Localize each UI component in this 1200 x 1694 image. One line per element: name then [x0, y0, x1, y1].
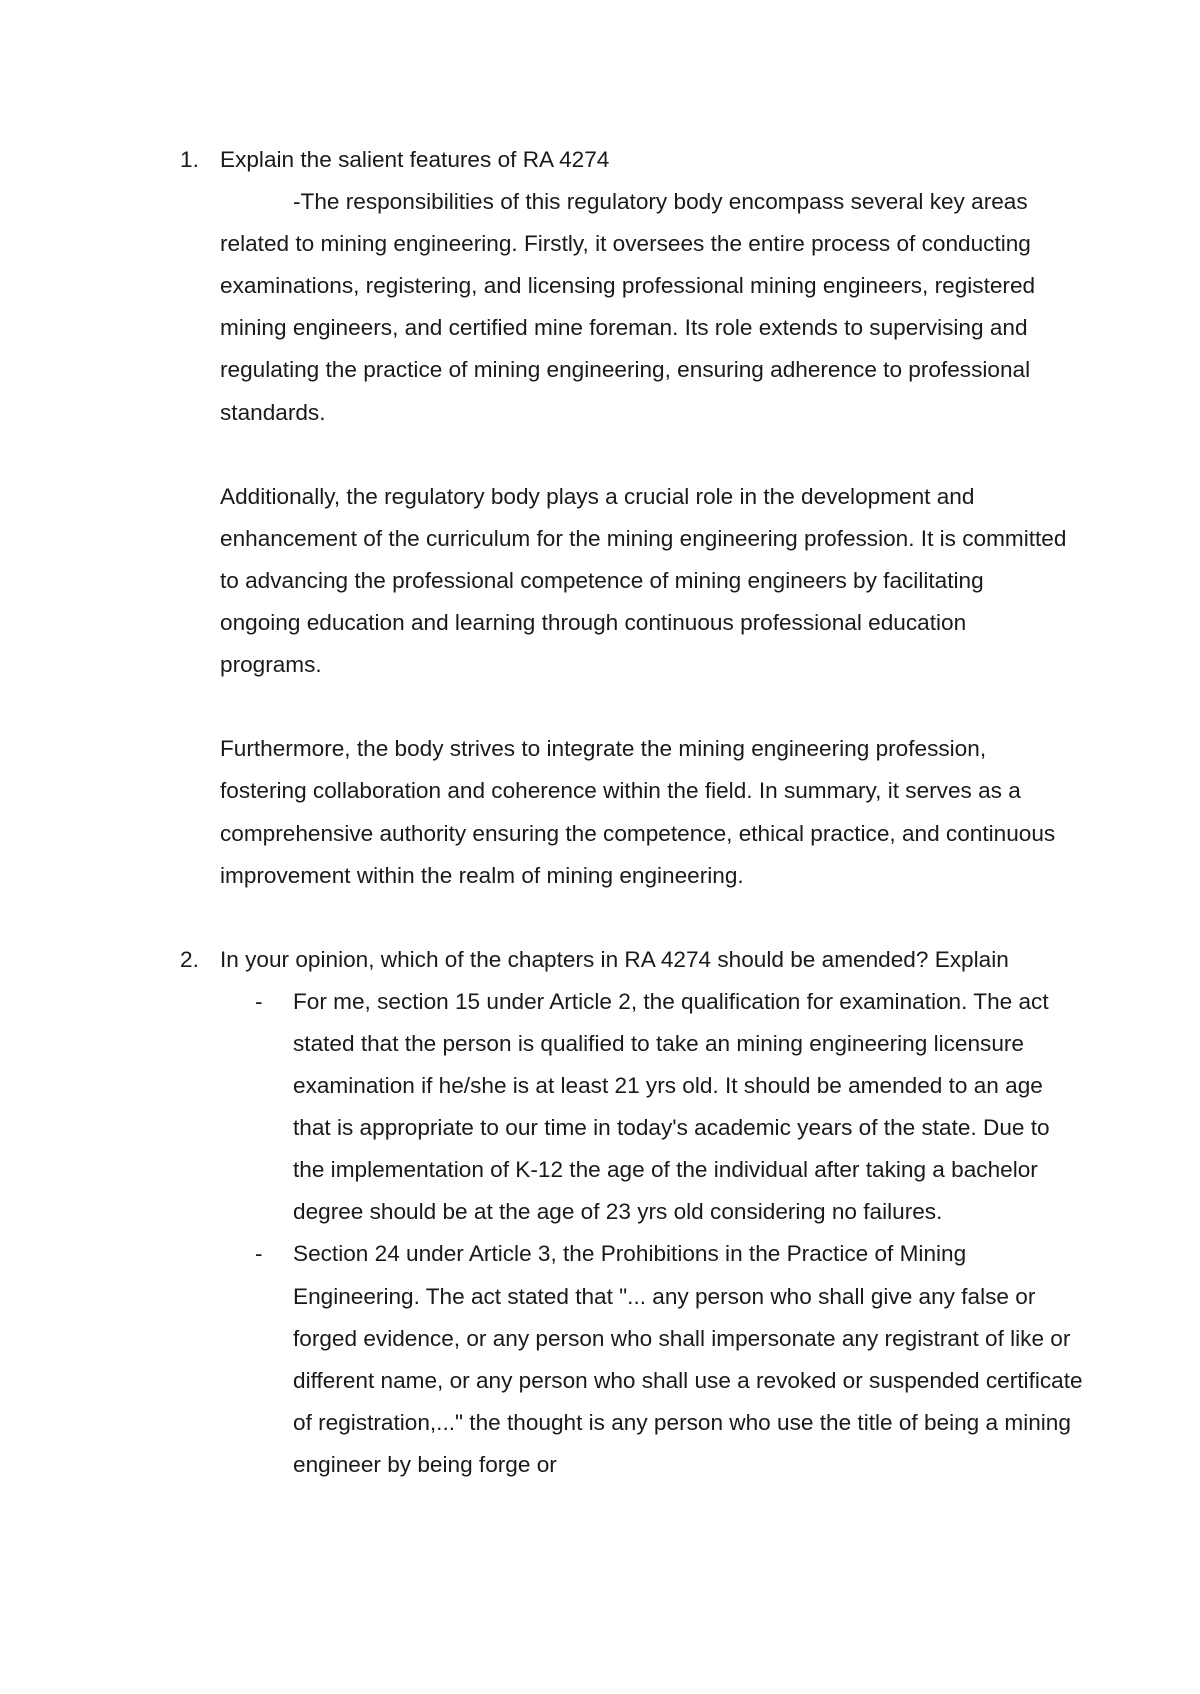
answer-1-paragraph-2: Additionally, the regulatory body plays a crucial role in the development and enhancement of the curriculum for the mining engineering profession. It is committed to advancing the professional competence of mining engineers by facilitating ongoing education and learning through continuous professional education programs. [220, 483, 1067, 678]
bullet-dash-icon: - [255, 1241, 263, 1267]
question-1 [180, 139, 1070, 897]
bullet-dash-icon: - [255, 988, 263, 1014]
question-2-number: 2. [180, 946, 199, 972]
answer-2-bullet-2-text: Section 24 under Article 3, the Prohibitions in the Practice of Mining Engineering. The act stated that "... any person who shall give any false or forged evidence, or any person who shall impersonate any registrant of like or different name, or any person who shall use a revoked or suspended certificate of registration,..." the thought is any person who use the title of being a mining engineer by being forge or [293, 1241, 1083, 1477]
question-1-text: Explain the salient features of RA 4274 [220, 147, 610, 172]
answer-2-bullet-1-text: For me, section 15 under Article 2, the qualification for examination. The act stated that the person is qualified to take an mining engineering licensure examination if he/she is at least 21 yrs old. It should be amended to an age that is appropriate to our time in today's academic years of the state. Due to the implementation of K-12 the age of the individual after taking a bachelor degree should be at the age of 23 yrs old considering no failures. [293, 988, 1050, 1225]
answer-2-bullet-2 [220, 1233, 1083, 1486]
question-1-number: 1. [180, 147, 199, 172]
document-content [180, 139, 1083, 1486]
answer-1-paragraph-1: -The responsibilities of this regulatory body encompass several key areas related to mining engineering. Firstly, it oversees the entire process of conducting examinations, registering, and licensing professional mining engineers, registered mining engineers, and certified mine foreman. Its role extends to supervising and regulating the practice of mining engineering, ensuring adherence to professional standards. [220, 189, 1036, 425]
question-2 [180, 939, 1083, 1486]
question-2-text: In your opinion, which of the chapters in RA 4274 should be amended? Explain [220, 946, 1009, 972]
answer-1-paragraph-3: Furthermore, the body strives to integrate the mining engineering profession, fostering collaboration and coherence within the field. In summary, it serves as a comprehensive authority ensuring the competence, ethical practice, and continuous improvement within the realm of mining engineering. [220, 736, 1056, 888]
answer-2-bullet-list [220, 981, 1083, 1486]
answer-2-bullet-1 [220, 981, 1083, 1234]
